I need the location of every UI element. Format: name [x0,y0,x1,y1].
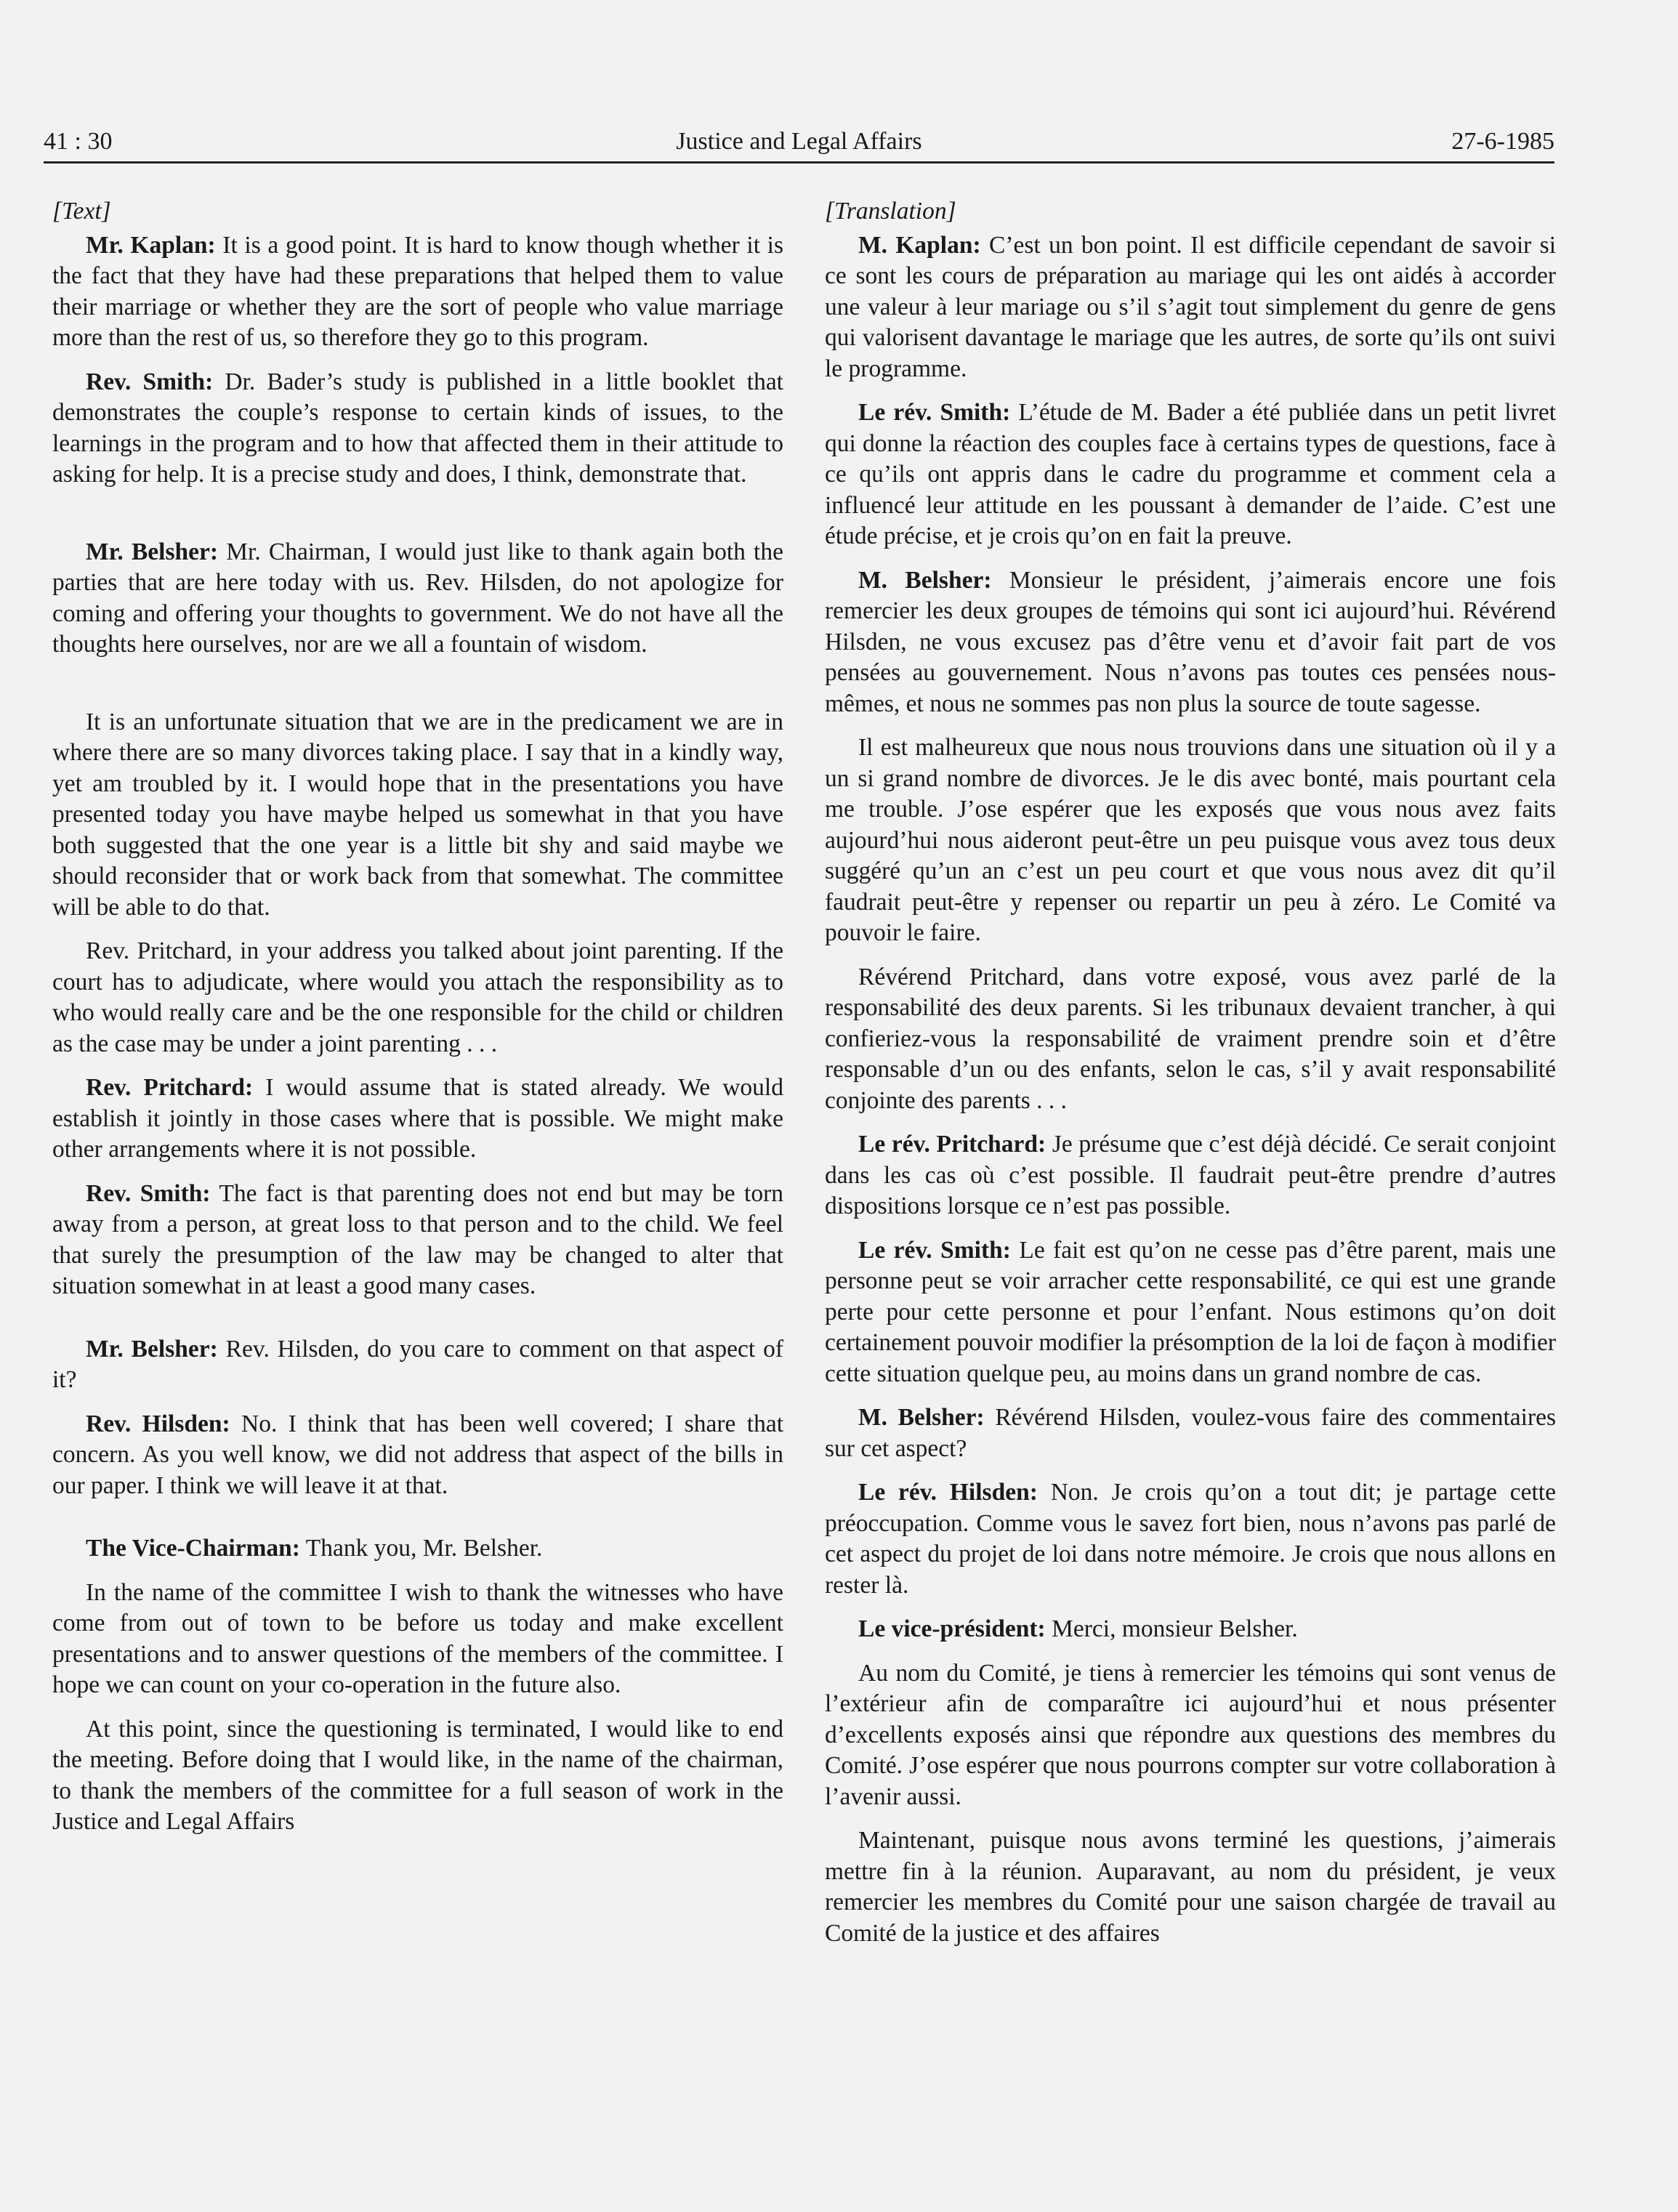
paragraph [52,367,783,491]
paragraph-text: Il est malheureux que nous nous trouvions dans une situation où il y a un si grand nombre de divorces. Je le dis avec bonté, mais pourtant cela me trouble. J’ose espérer que les exposés que vous nous avez faits aujourd’hui nous aideront peut-être un peu puisque vous avez tous deux suggéré qu’un an c’est un peu court et que vous nous avez dit qu’il faudrait peut-être y repenser ou repartir un peu à zéro. Le Comité va pouvoir le faire. [825,734,1556,946]
speaker-label: Le rév. Pritchard: [858,1131,1046,1158]
speaker-label: Le vice-président: [858,1615,1046,1642]
paragraph [825,962,1556,1117]
paragraph-text: No. I think that has been well covered; I share that concern. As you well know, we did not address that aspect of the bills in our paper. I think we will leave it at that. [52,1410,783,1499]
paragraph [52,1533,783,1565]
paragraph [825,1658,1556,1813]
paragraph [825,1825,1556,1949]
paragraph [825,397,1556,552]
paragraph [825,565,1556,720]
speaker-label: Rev. Smith: [86,368,214,395]
paragraph [825,1235,1556,1390]
paragraph [52,1578,783,1701]
paragraph-text: Maintenant, puisque nous avons terminé les questions, j’aimerais mettre fin à la réunion. Auparavant, au nom du président, je veux remercier les membres du Comité pour une saison chargée de travail au Comité de la justice et des affaires [825,1827,1556,1947]
paragraph [52,1073,783,1166]
paragraph-text: At this point, since the questioning is terminated, I would like to end the meeting. Before doing that I would like, in the name of the chairman, to thank the members of the committee for a full season of work in the Justice and Legal Affairs [52,1715,783,1835]
speaker-label: Mr. Belsher: [86,538,219,565]
speaker-label: Le rév. Smith: [858,1236,1011,1264]
paragraph [825,1614,1556,1645]
translation-marker: [Translation] [825,198,956,225]
paragraph-text: In the name of the committee I wish to thank the witnesses who have come from out of town to be before us today and make excellent presentations and to answer questions of the members of the committee. I hope we can count on your co-operation in the future also. [52,1578,783,1698]
paragraph [52,707,783,924]
paragraph [825,1402,1556,1464]
paragraph-text: Révérend Pritchard, dans votre exposé, vous avez parlé de la responsabilité des deux parents. Si les tribunaux devaient trancher, à qui confieriez-vous la responsabilité de vraiment prendre soin et d’être responsable d’un ou des enfants, selon le cas, s’il y avait responsabilité conjointe des parents . . . [825,963,1556,1114]
paragraph-text: Au nom du Comité, je tiens à remercier les témoins qui sont venus de l’extérieur afin de comparaître ici aujourd’hui et nous présenter d’excellents exposés ainsi que répondre aux questions des membres du Comité. J’ose espérer que nous pourrons compter sur votre collaboration à l’avenir aussi. [825,1659,1556,1810]
paragraph-text: Dr. Bader’s study is published in a little booklet that demonstrates the couple’s response to certain kinds of issues, to the learnings in the program and to how that affected them in their attitude to asking for help. It is a precise study and does, I think, demonstrate that. [52,368,783,488]
paragraph-text: Le fait est qu’on ne cesse pas d’être parent, mais une personne peut se voir arracher cette responsabilité, ce qui est une grande perte pour cette personne et pour l’enfant. Nous estimons qu’on doit certainement pouvoir modifier la présomption de la loi de façon à modifier cette situation quelque peu, au moins dans un grand nombre de cas. [825,1236,1556,1387]
speaker-label: Rev. Pritchard: [86,1074,254,1101]
paragraph [52,1334,783,1396]
paragraph-text: Rev. Pritchard, in your address you talked about joint parenting. If the court has to adjudicate, where would you attach the responsibility as to who would really care and be the one responsible for the child or children as the case may be under a joint parenting . . . [52,937,783,1057]
text-marker: [Text] [52,198,111,225]
paragraph-text: Révérend Hilsden, voulez-vous faire des commentaires sur cet aspect? [825,1404,1557,1462]
running-title: Justice and Legal Affairs [676,128,922,155]
speaker-label: M. Belsher: [858,1404,985,1431]
speaker-label: M. Belsher: [858,566,992,594]
speaker-label: Mr. Kaplan: [86,231,216,259]
paragraph [825,230,1556,385]
speaker-label: Rev. Smith: [86,1179,211,1207]
speaker-label: Mr. Belsher: [86,1335,218,1363]
paragraph [52,1179,783,1302]
paragraph-text: Monsieur le président, j’aimerais encore une fois remercier les deux groupes de témoins qui sont ici aujourd’hui. Révérend Hilsden, ne vous excusez pas d’être venu et d’avoir fait part de vos pensées au gouvernement. Nous n’avons pas toutes ces pensées nous-mêmes, et nous ne sommes pas non plus la source de toute sagesse. [825,566,1556,717]
paragraph-text: Mr. Chairman, I would just like to thank again both the parties that are here today with us. Rev. Hilsden, do not apologize for coming and offering your thoughts to government. We do not have all the thoughts here ourselves, nor are we all a fountain of wisdom. [52,538,783,658]
paragraph [52,230,783,354]
paragraph [52,1714,783,1838]
paragraph-text: It is a good point. It is hard to know though whether it is the fact that they have had these preparations that helped them to value their marriage or whether they are the sort of people who value marriage more than the rest of us, so therefore they go to this program. [52,231,783,351]
paragraph-text: I would assume that is stated already. We would establish it jointly in those cases where that is possible. We might make other arrangements where it is not possible. [52,1074,783,1163]
speaker-label: M. Kaplan: [858,231,981,259]
speaker-label: Le rév. Hilsden: [858,1479,1038,1506]
english-column [52,196,783,1851]
paragraph-text: Thank you, Mr. Belsher. [299,1535,543,1562]
page-reference: 41 : 30 [44,128,113,155]
speaker-label: Le rév. Smith: [858,399,1011,426]
speaker-label: The Vice-Chairman: [86,1535,300,1562]
paragraph-text: L’étude de M. Bader a été publiée dans un petit livret qui donne la réaction des couples face à certains types de questions, face à ce qu’ils ont appris dans le cadre du programme et comment cela a influencé leur attitude en les poussant à demander de l’aide. C’est une étude précise, et je crois qu’on en fait la preuve. [825,399,1556,549]
french-column [825,196,1556,1962]
paragraph-text: C’est un bon point. Il est difficile cependant de savoir si ce sont les cours de préparation au mariage qui les ont aidés à accorder une valeur à leur mariage ou s’il s’agit tout simplement du genre de gens qui valorisent davantage le mariage que les autres, de sorte qu’ils ont suivi le programme. [825,231,1556,382]
paragraph [52,537,783,661]
paragraph-text: Je présume que c’est déjà décidé. Ce serait conjoint dans les cas où c’est possible. Il faudrait peut-être prendre d’autres dispositions lorsque ce n’est pas possible. [825,1131,1556,1219]
paragraph [52,936,783,1059]
paragraph [825,732,1556,949]
paragraph-text: The fact is that parenting does not end but may be torn away from a person, at great loss to that person and to the child. We feel that surely the presumption of the law may be changed to alter that situation somewhat in at least a good many cases. [52,1179,783,1299]
paragraph [52,1409,783,1502]
page-header [44,125,1554,164]
paragraph [825,1129,1556,1222]
paragraph [825,1477,1556,1601]
header-date: 27-6-1985 [1451,128,1554,155]
paragraph-text: Non. Je crois qu’on a tout dit; je partage cette préoccupation. Comme vous le savez fort bien, nous n’avons pas parlé de cet aspect du projet de loi dans notre mémoire. Je crois que nous allons en rester là. [825,1479,1556,1599]
paragraph-text: Rev. Hilsden, do you care to comment on that aspect of it? [52,1335,783,1393]
paragraph-text: Merci, monsieur Belsher. [1045,1615,1298,1642]
speaker-label: Rev. Hilsden: [86,1410,230,1437]
paragraph-text: It is an unfortunate situation that we are in the predicament we are in where there are so many divorces taking place. I say that in a kindly way, yet am troubled by it. I would hope that in the presentations you have presented today you have maybe helped us somewhat in that you have both suggested that the one year is a little bit shy and said maybe we should reconsider that or work back from that somewhat. The committee will be able to do that. [52,708,783,921]
